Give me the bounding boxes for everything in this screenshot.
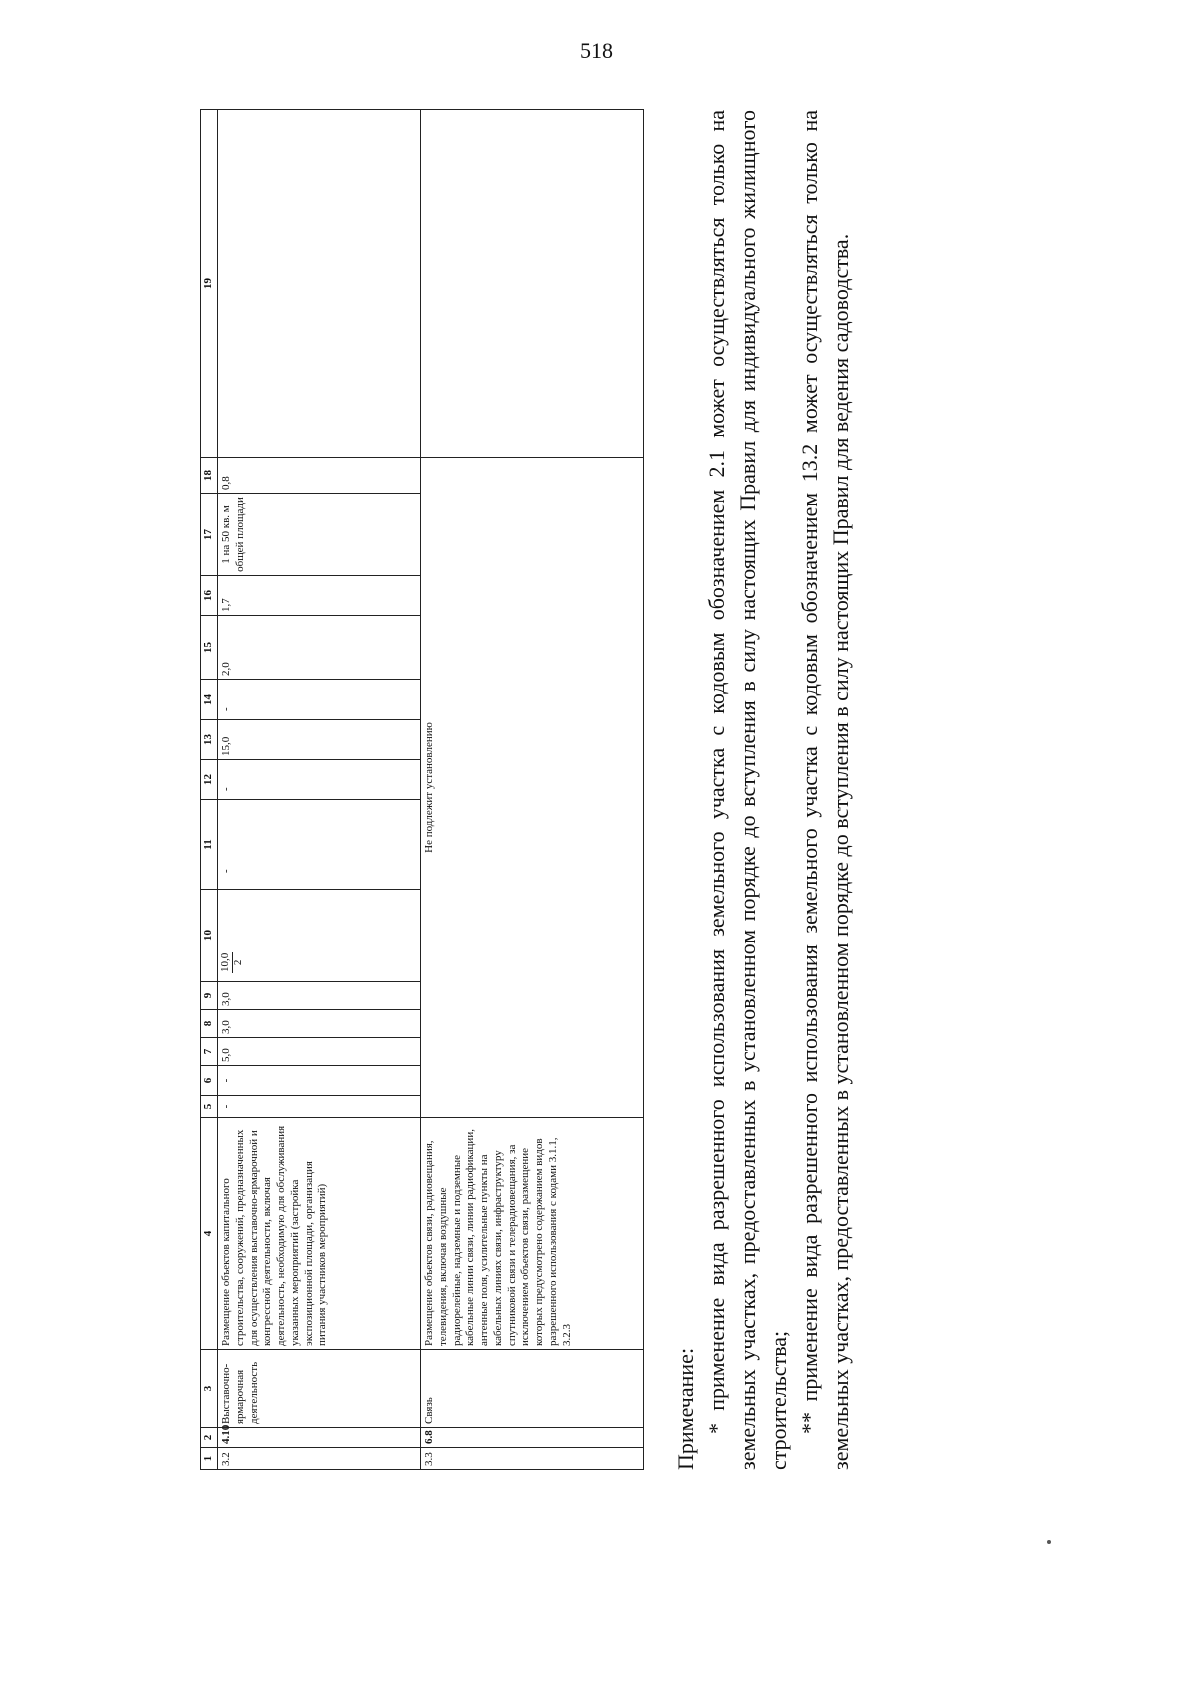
description-cell: Размещение объектов связи, радиовещания, телевидения, включая воздушные радиорелейные, надземные и подземные кабельные линии связи, линии радиофикации, антенные поля, усилительные пункты на кабельных линиях связи, инфраструктуру спутниковой связи и телерадиовещания, за исключением объектов связи, размещение которых предусмотрено содержанием видов разрешенного использования с кодами 3.1.1, 3.2.3 (421, 1118, 644, 1350)
header-cell: 19 (201, 110, 218, 458)
fraction-value (220, 952, 244, 973)
code-cell: 6.8 (421, 1428, 644, 1448)
header-cell: 4 (201, 1118, 218, 1350)
rotated-landscape-content (200, 110, 1200, 1470)
header-cell: 12 (201, 760, 218, 800)
table-header-row (201, 110, 218, 1470)
header-cell: 15 (201, 616, 218, 680)
header-cell: 1 (201, 1448, 218, 1470)
header-cell: 10 (201, 890, 218, 982)
note-item: ** применение вида разрешенного использования земельного участка с кодовым обозначением 13.2 может осуществляться только на земельных участках, предоставленных в установленном порядке до вступления в силу настоящих Правил для ведения садоводства. (797, 110, 853, 1470)
value-cell: 2,0 (218, 616, 421, 680)
value-cell: 5,0 (218, 1038, 421, 1066)
header-cell: 16 (201, 576, 218, 616)
value-cell (218, 110, 421, 458)
header-cell: 18 (201, 458, 218, 494)
value-cell: 15,0 (218, 720, 421, 760)
notes-section (670, 110, 856, 1470)
fraction-denominator: 2 (231, 959, 244, 966)
header-cell: 7 (201, 1038, 218, 1066)
header-cell: 6 (201, 1066, 218, 1096)
value-cell: - (218, 800, 421, 890)
parking-cell: 1 на 50 кв. м общей площади (218, 494, 421, 576)
table-row (218, 110, 421, 1470)
value-cell: 1,7 (218, 576, 421, 616)
row-number-cell: 3.2 (218, 1448, 421, 1470)
notes-title: Примечание: (673, 1347, 698, 1470)
description-cell: Размещение объектов капитального строительства, сооружений, предназначенных для осуществления выставочно-ярмарочной и конгрессной деятельности, включая деятельность, необходимую для обслуживания указанных мероприятий (застройка экспозиционной площади, организация питания участников мероприятий) (218, 1118, 421, 1350)
header-cell: 8 (201, 1010, 218, 1038)
value-cell: - (218, 1096, 421, 1118)
value-cell (421, 110, 644, 458)
note-item: * применение вида разрешенного использования земельного участка с кодовым обозначением 2.1 может осуществляться только на земельных участках, предоставленных в установленном порядке до вступления в силу настоящих Правил для индивидуального жилищного строительства; (704, 110, 791, 1470)
fraction-numerator: 10,0 (219, 952, 231, 972)
value-cell: 0,8 (218, 458, 421, 494)
value-cell: 3,0 (218, 982, 421, 1010)
fraction-cell (218, 890, 421, 982)
value-cell: - (218, 1066, 421, 1096)
value-cell: 3,0 (218, 1010, 421, 1038)
row-number-cell: 3.3 (421, 1448, 644, 1470)
use-type-cell: Выставочно-ярмарочная деятельность (218, 1350, 421, 1428)
code-cell: 4.10 (218, 1428, 421, 1448)
value-cell: - (218, 760, 421, 800)
value-cell: - (218, 680, 421, 720)
header-cell: 14 (201, 680, 218, 720)
header-cell: 9 (201, 982, 218, 1010)
header-cell: 17 (201, 494, 218, 576)
header-cell: 3 (201, 1350, 218, 1428)
not-applicable-cell: Не подлежит установлению (421, 458, 644, 1118)
header-cell: 11 (201, 800, 218, 890)
header-cell: 13 (201, 720, 218, 760)
page-number: 518 (580, 38, 613, 63)
regulations-table (200, 109, 644, 1470)
table-row (421, 110, 644, 1470)
use-type-cell: Связь (421, 1350, 644, 1428)
scan-speck (1047, 1540, 1051, 1544)
header-cell: 5 (201, 1096, 218, 1118)
header-cell: 2 (201, 1428, 218, 1448)
